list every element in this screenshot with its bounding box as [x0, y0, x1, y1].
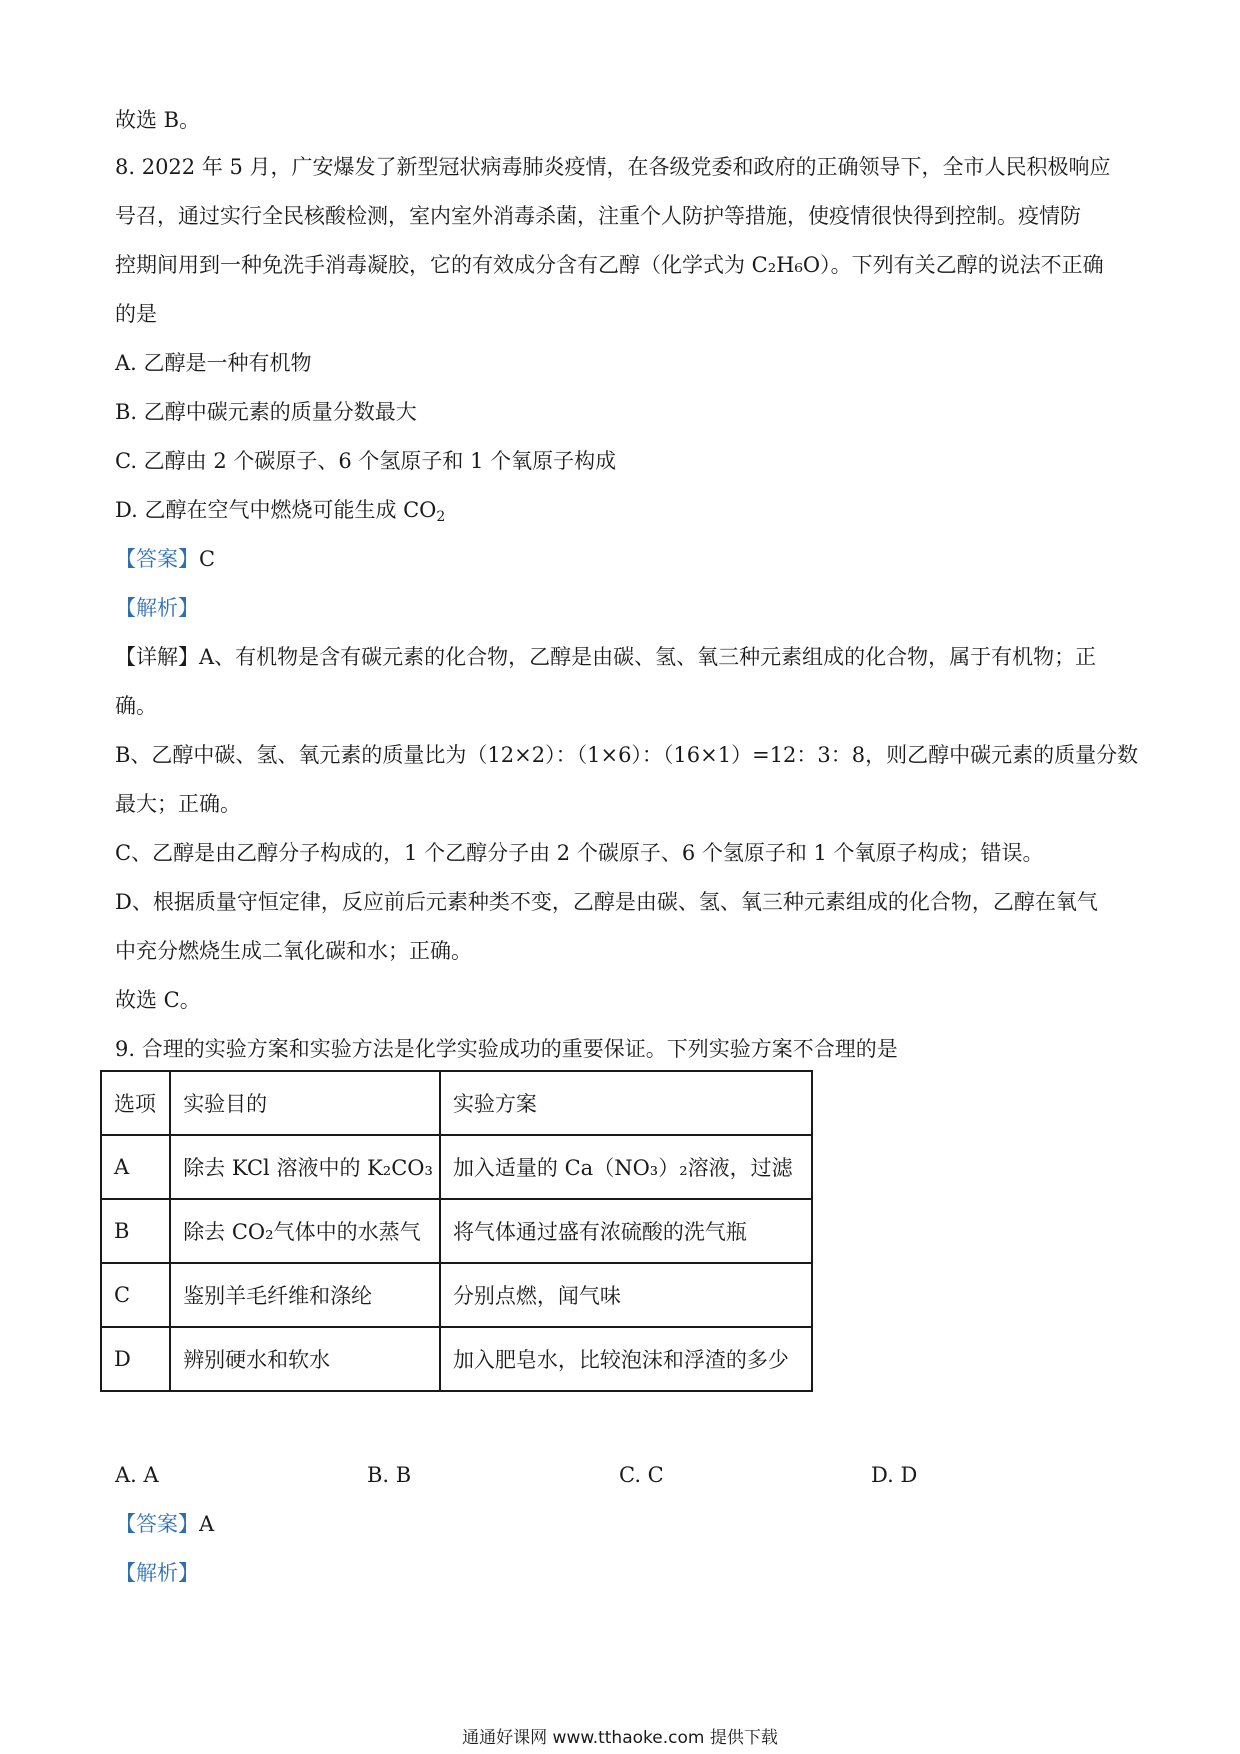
q8-detail-line-6: D、根据质量守恒定律，反应前后元素种类不变，乙醇是由碳、氢、氧三种元素组成的化合物，乙醇在氧气 — [115, 890, 1098, 914]
table-cell: B — [101, 1199, 170, 1263]
table-cell: 除去 CO₂气体中的水蒸气 — [170, 1199, 440, 1263]
q8-stem-line-4: 的是 — [115, 302, 157, 326]
prev-conclusion: 故选 B。 — [115, 108, 201, 132]
table-cell: 鉴别羊毛纤维和涤纶 — [170, 1263, 440, 1327]
q8-answer — [115, 544, 215, 574]
q9-choice-b: B. B — [367, 1463, 412, 1487]
q8-detail-line-1: 【详解】A、有机物是含有碳元素的化合物，乙醇是由碳、氢、氧三种元素组成的化合物，属于有机物；正 — [115, 645, 1097, 669]
q8-detail-line-4: 最大；正确。 — [115, 792, 241, 816]
table-header-cell: 实验目的 — [170, 1071, 440, 1135]
q9-choice-a: A. A — [115, 1463, 159, 1487]
table-cell: A — [101, 1135, 170, 1199]
q9-choice-d: D. D — [871, 1463, 918, 1487]
q9-analysis-tag: 【解析】 — [115, 1561, 199, 1585]
q8-conclusion: 故选 C。 — [115, 988, 201, 1012]
table-cell: 将气体通过盛有浓硫酸的洗气瓶 — [440, 1199, 812, 1263]
q9-stem: 9. 合理的实验方案和实验方法是化学实验成功的重要保证。下列实验方案不合理的是 — [115, 1037, 898, 1061]
table-cell: D — [101, 1327, 170, 1391]
table-row — [101, 1135, 812, 1199]
table-header-cell: 选项 — [101, 1071, 170, 1135]
table-header-cell: 实验方案 — [440, 1071, 812, 1135]
q8-stem-line-1: 8. 2022 年 5 月，广安爆发了新型冠状病毒肺炎疫情，在各级党委和政府的正确领导下，全市人民积极响应 — [115, 155, 1111, 179]
table-row — [101, 1327, 812, 1391]
table-row — [101, 1263, 812, 1327]
q9-answer — [115, 1509, 214, 1539]
table-cell: 分别点燃，闻气味 — [440, 1263, 812, 1327]
answer-tag: 【答案】 — [115, 547, 199, 571]
answer-tag: 【答案】 — [115, 1512, 199, 1536]
q9-choices — [115, 1460, 1135, 1490]
answer-value: A — [199, 1512, 215, 1536]
answer-value: C — [199, 547, 216, 571]
table-header-row — [101, 1071, 812, 1135]
q8-detail-line-5: C、乙醇是由乙醇分子构成的，1 个乙醇分子由 2 个碳原子、6 个氢原子和 1 个氧原子构成；错误。 — [115, 841, 1044, 865]
q8-stem-line-3: 控期间用到一种免洗手消毒凝胶，它的有效成分含有乙醇（化学式为 C₂H₆O）。下列有关乙醇的说法不正确 — [115, 253, 1104, 277]
q9-options-table — [100, 1070, 813, 1392]
q8-detail-line-7: 中充分燃烧生成二氧化碳和水；正确。 — [115, 939, 472, 963]
q8-option-d: D. 乙醇在空气中燃烧可能生成 $CO_2$ — [115, 498, 446, 525]
table-row — [101, 1199, 812, 1263]
q8-option-c: C. 乙醇由 2 个碳原子、6 个氢原子和 1 个氧原子构成 — [115, 449, 617, 473]
q8-option-b: B. 乙醇中碳元素的质量分数最大 — [115, 400, 417, 424]
q8-detail-line-3: B、乙醇中碳、氢、氧元素的质量比为（12×2）：（1×6）：（16×1）=12：3：8，则乙醇中碳元素的质量分数 — [115, 743, 1139, 767]
q9-choice-c: C. C — [619, 1463, 664, 1487]
table-cell: C — [101, 1263, 170, 1327]
table-cell: 加入适量的 Ca（NO₃）₂溶液，过滤 — [440, 1135, 812, 1199]
table-cell: 加入肥皂水，比较泡沫和浮渣的多少 — [440, 1327, 812, 1391]
footer-source-note: 通通好课网 www.tthaoke.com 提供下载 — [462, 1728, 778, 1748]
q8-option-a: A. 乙醇是一种有机物 — [115, 351, 312, 375]
q8-analysis-tag: 【解析】 — [115, 596, 199, 620]
q8-detail-line-2: 确。 — [115, 694, 157, 718]
q8-stem-line-2: 号召，通过实行全民核酸检测，室内室外消毒杀菌，注重个人防护等措施，使疫情很快得到控制。疫情防 — [115, 204, 1081, 228]
table-cell: 辨别硬水和软水 — [170, 1327, 440, 1391]
table-cell: 除去 KCl 溶液中的 K₂CO₃ — [170, 1135, 440, 1199]
